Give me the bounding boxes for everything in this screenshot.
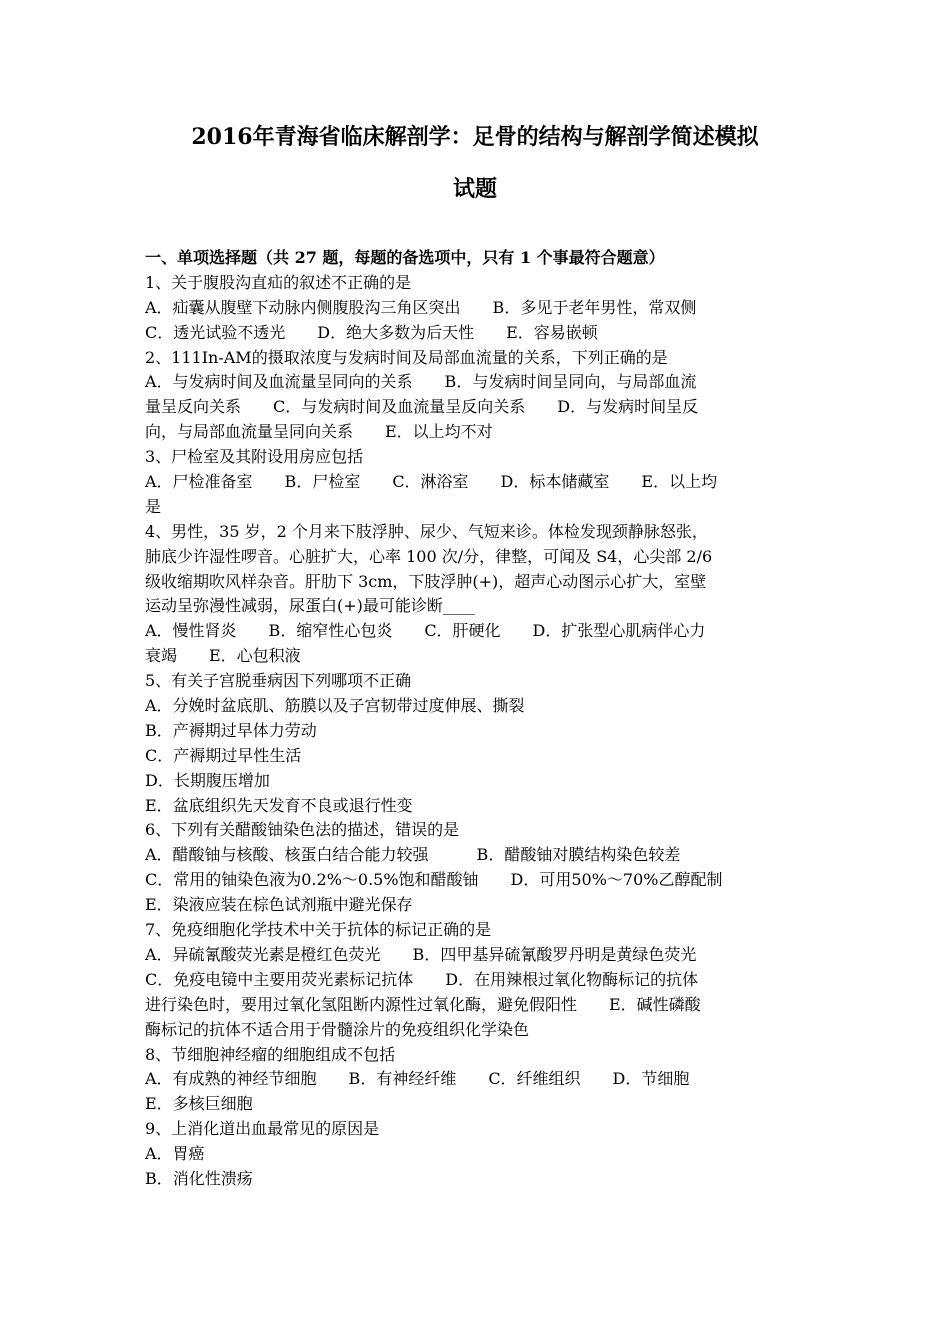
text-line: A．胃癌 — [145, 1144, 205, 1164]
text-line: 1、关于腹股沟直疝的叙述不正确的是 — [145, 272, 412, 292]
text-line: C．免疫电镜中主要用荧光素标记抗体 D．在用辣根过氧化物酶标记的抗体 — [145, 969, 699, 989]
text-line: A．有成熟的神经节细胞 B．有神经纤维 C．纤维组织 D．节细胞 — [145, 1069, 690, 1089]
text-line: 进行染色时，要用过氧化氢阻断内源性过氧化酶，避免假阳性 E．碱性磷酸 — [145, 994, 701, 1014]
text-line: C．常用的铀染色液为0.2%～0.5%饱和醋酸铀 D．可用50%～70%乙醇配制 — [145, 870, 723, 890]
section-heading: 一、单项选择题（共 27 题，每题的备选项中，只有 1 个事最符合题意） — [145, 248, 665, 267]
text-line: 2、111In-AM的摄取浓度与发病时间及局部血流量的关系，下列正确的是 — [145, 347, 668, 367]
text-line: 衰竭 E．心包积液 — [145, 646, 301, 666]
text-line: 运动呈弥漫性减弱，尿蛋白(+)最可能诊断____ — [145, 596, 475, 616]
text-line: A．疝囊从腹壁下动脉内侧腹股沟三角区突出 B．多见于老年男性，常双侧 — [145, 297, 697, 317]
text-line: E．染液应装在棕色试剂瓶中避光保存 — [145, 895, 413, 915]
text-line: B．消化性溃疡 — [145, 1168, 253, 1188]
text-line: 8、节细胞神经瘤的细胞组成不包括 — [145, 1044, 396, 1064]
text-line: C．产褥期过早性生活 — [145, 745, 302, 765]
text-line: C．透光试验不透光 D．绝大多数为后天性 E．容易嵌顿 — [145, 322, 598, 342]
text-line: 向，与局部血流量呈同向关系 E．以上均不对 — [145, 422, 493, 442]
text-line: A．尸检准备室 B．尸检室 C．淋浴室 D．标本储藏室 E．以上均 — [145, 472, 718, 492]
text-line: 量呈反向关系 C．与发病时间及血流量呈反向关系 D．与发病时间呈反 — [145, 397, 699, 417]
document-body — [145, 246, 810, 1192]
text-line: 是 — [145, 496, 162, 516]
text-line: 酶标记的抗体不适合用于骨髓涂片的免疫组织化学染色 — [145, 1019, 530, 1039]
document-title-line-1: 2016年青海省临床解剖学：足骨的结构与解剖学简述模拟 — [191, 124, 759, 150]
text-line: A．异硫氰酸荧光素是橙红色荧光 B．四甲基异硫氰酸罗丹明是黄绿色荧光 — [145, 944, 697, 964]
text-line: 5、有关子宫脱垂病因下列哪项不正确 — [145, 671, 412, 691]
text-line: 7、免疫细胞化学技术中关于抗体的标记正确的是 — [145, 920, 492, 940]
text-line: A．慢性肾炎 B．缩窄性心包炎 C．肝硬化 D．扩张型心肌病伴心力 — [145, 621, 706, 641]
text-line: E．盆底组织先天发育不良或退行性变 — [145, 795, 413, 815]
text-line: 肺底少许湿性啰音。心脏扩大，心率 100 次/分，律整，可闻及 S4，心尖部 2/6 — [145, 546, 713, 566]
text-line: 级收缩期吹风样杂音。肝肋下 3cm，下肢浮肿(+)，超声心动图示心扩大，室壁 — [145, 571, 707, 591]
text-line: A．分娩时盆底肌、筋膜以及子宫韧带过度伸展、撕裂 — [145, 696, 525, 716]
text-line: A．醋酸铀与核酸、核蛋白结合能力较强 B．醋酸铀对膜结构染色较差 — [145, 845, 681, 865]
document-title-line-2: 试题 — [452, 176, 497, 202]
text-line: A．与发病时间及血流量呈同向的关系 B．与发病时间呈同向，与局部血流 — [145, 372, 697, 392]
text-line: D．长期腹压增加 — [145, 770, 270, 790]
text-line: 9、上消化道出血最常见的原因是 — [145, 1119, 380, 1139]
text-line: 3、尸检室及其附设用房应包括 — [145, 447, 364, 467]
text-line: 4、男性，35 岁，2 个月来下肢浮肿、尿少、气短来诊。体检发现颈静脉怒张， — [145, 521, 708, 541]
text-line: E．多核巨细胞 — [145, 1094, 253, 1114]
text-line: B．产褥期过早体力劳动 — [145, 720, 317, 740]
text-line: 6、下列有关醋酸铀染色法的描述，错误的是 — [145, 820, 460, 840]
